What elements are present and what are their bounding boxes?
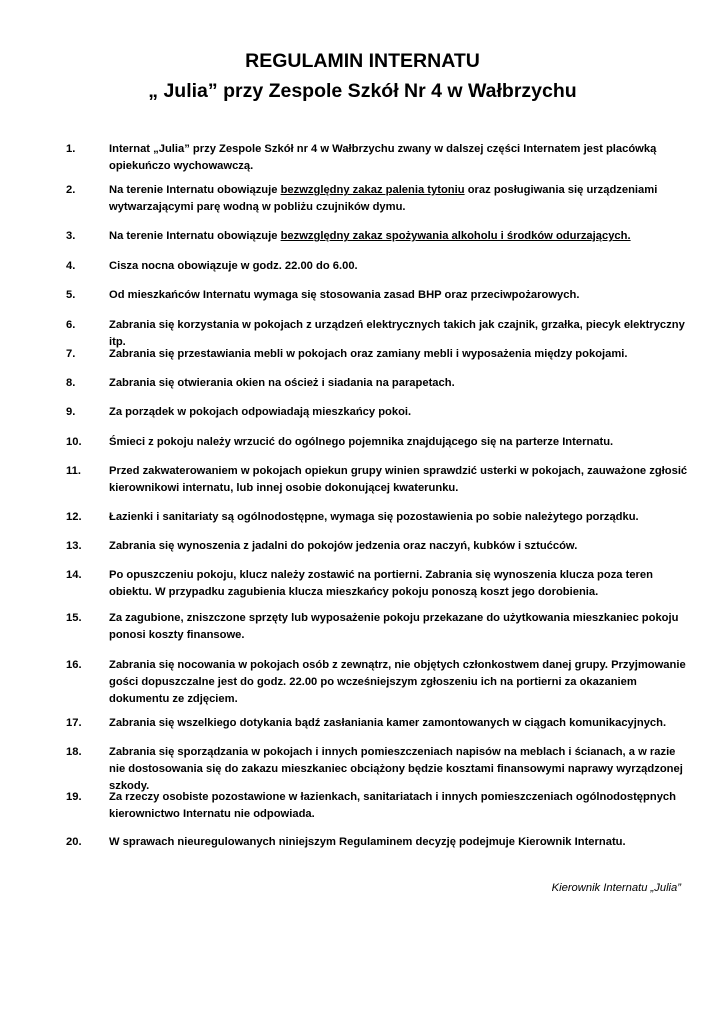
rule-text: Za zagubione, zniszczone sprzęty lub wyposażenie pokoju przekazane do użytkowania mieszkaniec pokoju ponosi koszty finansowe. (109, 612, 679, 641)
rule-text: Łazienki i sanitariaty są ogólnodostępne, wymaga się pozostawienia po sobie należytego porządku. (109, 511, 639, 523)
rule-text: Zabrania się nocowania w pokojach osób z zewnątrz, nie objętych członkostwem danej grupy. Przyjmowanie gości dopuszczalne jest do godz. 22.00 po wcześniejszym zgłoszeniu ich na portierni za okazaniem dokumentu ze zdjęciem. (109, 659, 686, 705)
rule-text: Zabrania się otwierania okien na oścież i siadania na parapetach. (109, 377, 455, 389)
rule-number: 5. (66, 289, 76, 301)
rule-text: Śmieci z pokoju należy wrzucić do ogólnego pojemnika znajdującego się na parterze Internatu. (109, 436, 614, 448)
rule-number: 10. (66, 436, 82, 448)
rule-text: Zabrania się wszelkiego dotykania bądź zasłaniania kamer zamontowanych w ciągach komunikacyjnych. (109, 717, 667, 729)
underlined-prohibition: bezwzględny zakaz spożywania alkoholu i środków odurzających. (280, 230, 631, 242)
rule-number: 7. (66, 348, 76, 360)
rule-number: 12. (66, 511, 82, 523)
rule-number: 20. (66, 836, 82, 848)
rule-text: Zabrania się korzystania w pokojach z urządzeń elektrycznych takich jak czajnik, grzałka, piecyk elektryczny itp. (109, 319, 685, 348)
document-subtitle: „ Julia” przy Zespole Szkół Nr 4 w Wałbrzychu (148, 80, 577, 102)
rule-number: 19. (66, 791, 82, 803)
rule-number: 3. (66, 230, 76, 242)
rule-text: Za porządek w pokojach odpowiadają mieszkańcy pokoi. (109, 406, 412, 418)
rule-text: Zabrania się sporządzania w pokojach i innych pomieszczeniach napisów na meblach i ścianach, a w razie nie dostosowania się do zakazu mieszkaniec obciążony będzie kosztami finansowymi naprawy wyrządzonej szkody. (109, 746, 683, 792)
rule-text: Za rzeczy osobiste pozostawione w łazienkach, sanitariatach i innych pomieszczeniach ogólnodostępnych kierownictwo Internatu nie odpowiada. (109, 791, 676, 820)
rule-text: Cisza nocna obowiązuje w godz. 22.00 do 6.00. (109, 260, 358, 272)
rule-number: 18. (66, 746, 82, 758)
rule-number: 6. (66, 319, 76, 331)
rule-number: 8. (66, 377, 76, 389)
rule-text: Od mieszkańców Internatu wymaga się stosowania zasad BHP oraz przeciwpożarowych. (109, 289, 580, 301)
rule-text: Zabrania się przestawiania mebli w pokojach oraz zamiany mebli i wyposażenia między pokojami. (109, 348, 628, 360)
rule-number: 14. (66, 569, 82, 581)
underlined-prohibition: bezwzględny zakaz palenia tytoniu (280, 184, 465, 196)
rule-text: Na terenie Internatu obowiązuje bezwzględny zakaz spożywania alkoholu i środków odurzających. (109, 230, 631, 242)
rule-text: Zabrania się wynoszenia z jadalni do pokojów jedzenia oraz naczyń, kubków i sztućców. (109, 540, 578, 552)
rule-number: 16. (66, 659, 82, 671)
rule-number: 9. (66, 406, 76, 418)
rule-number: 15. (66, 612, 82, 624)
signature: Kierownik Internatu „Julia” (551, 882, 681, 894)
document-title: REGULAMIN INTERNATU (245, 50, 480, 72)
rule-number: 11. (66, 465, 81, 477)
rule-number: 2. (66, 184, 76, 196)
rule-number: 4. (66, 260, 76, 272)
rule-number: 1. (66, 143, 76, 155)
rule-text: W sprawach nieuregulowanych niniejszym Regulaminem decyzję podejmuje Kierownik Internatu. (109, 836, 626, 848)
rule-text: Po opuszczeniu pokoju, klucz należy zostawić na portierni. Zabrania się wynoszenia klucza poza teren obiektu. W przypadku zagubienia klucza mieszkańcy pokoju ponoszą koszt jego dorobienia. (109, 569, 653, 598)
rule-number: 13. (66, 540, 82, 552)
rule-text: Internat „Julia” przy Zespole Szkół nr 4 w Wałbrzychu zwany w dalszej części Internatem jest placówką opiekuńczo wychowawczą. (109, 143, 657, 172)
rule-number: 17. (66, 717, 82, 729)
rule-text: Przed zakwaterowaniem w pokojach opiekun grupy winien sprawdzić usterki w pokojach, zauważone zgłosić kierownikowi internatu, lub innej osobie dokonującej kwaterunku. (109, 465, 688, 494)
rule-text: Na terenie Internatu obowiązuje bezwzględny zakaz palenia tytoniu oraz posługiwania się urządzeniami wytwarzającymi parę wodną w pobliżu czujników dymu. (109, 184, 658, 213)
